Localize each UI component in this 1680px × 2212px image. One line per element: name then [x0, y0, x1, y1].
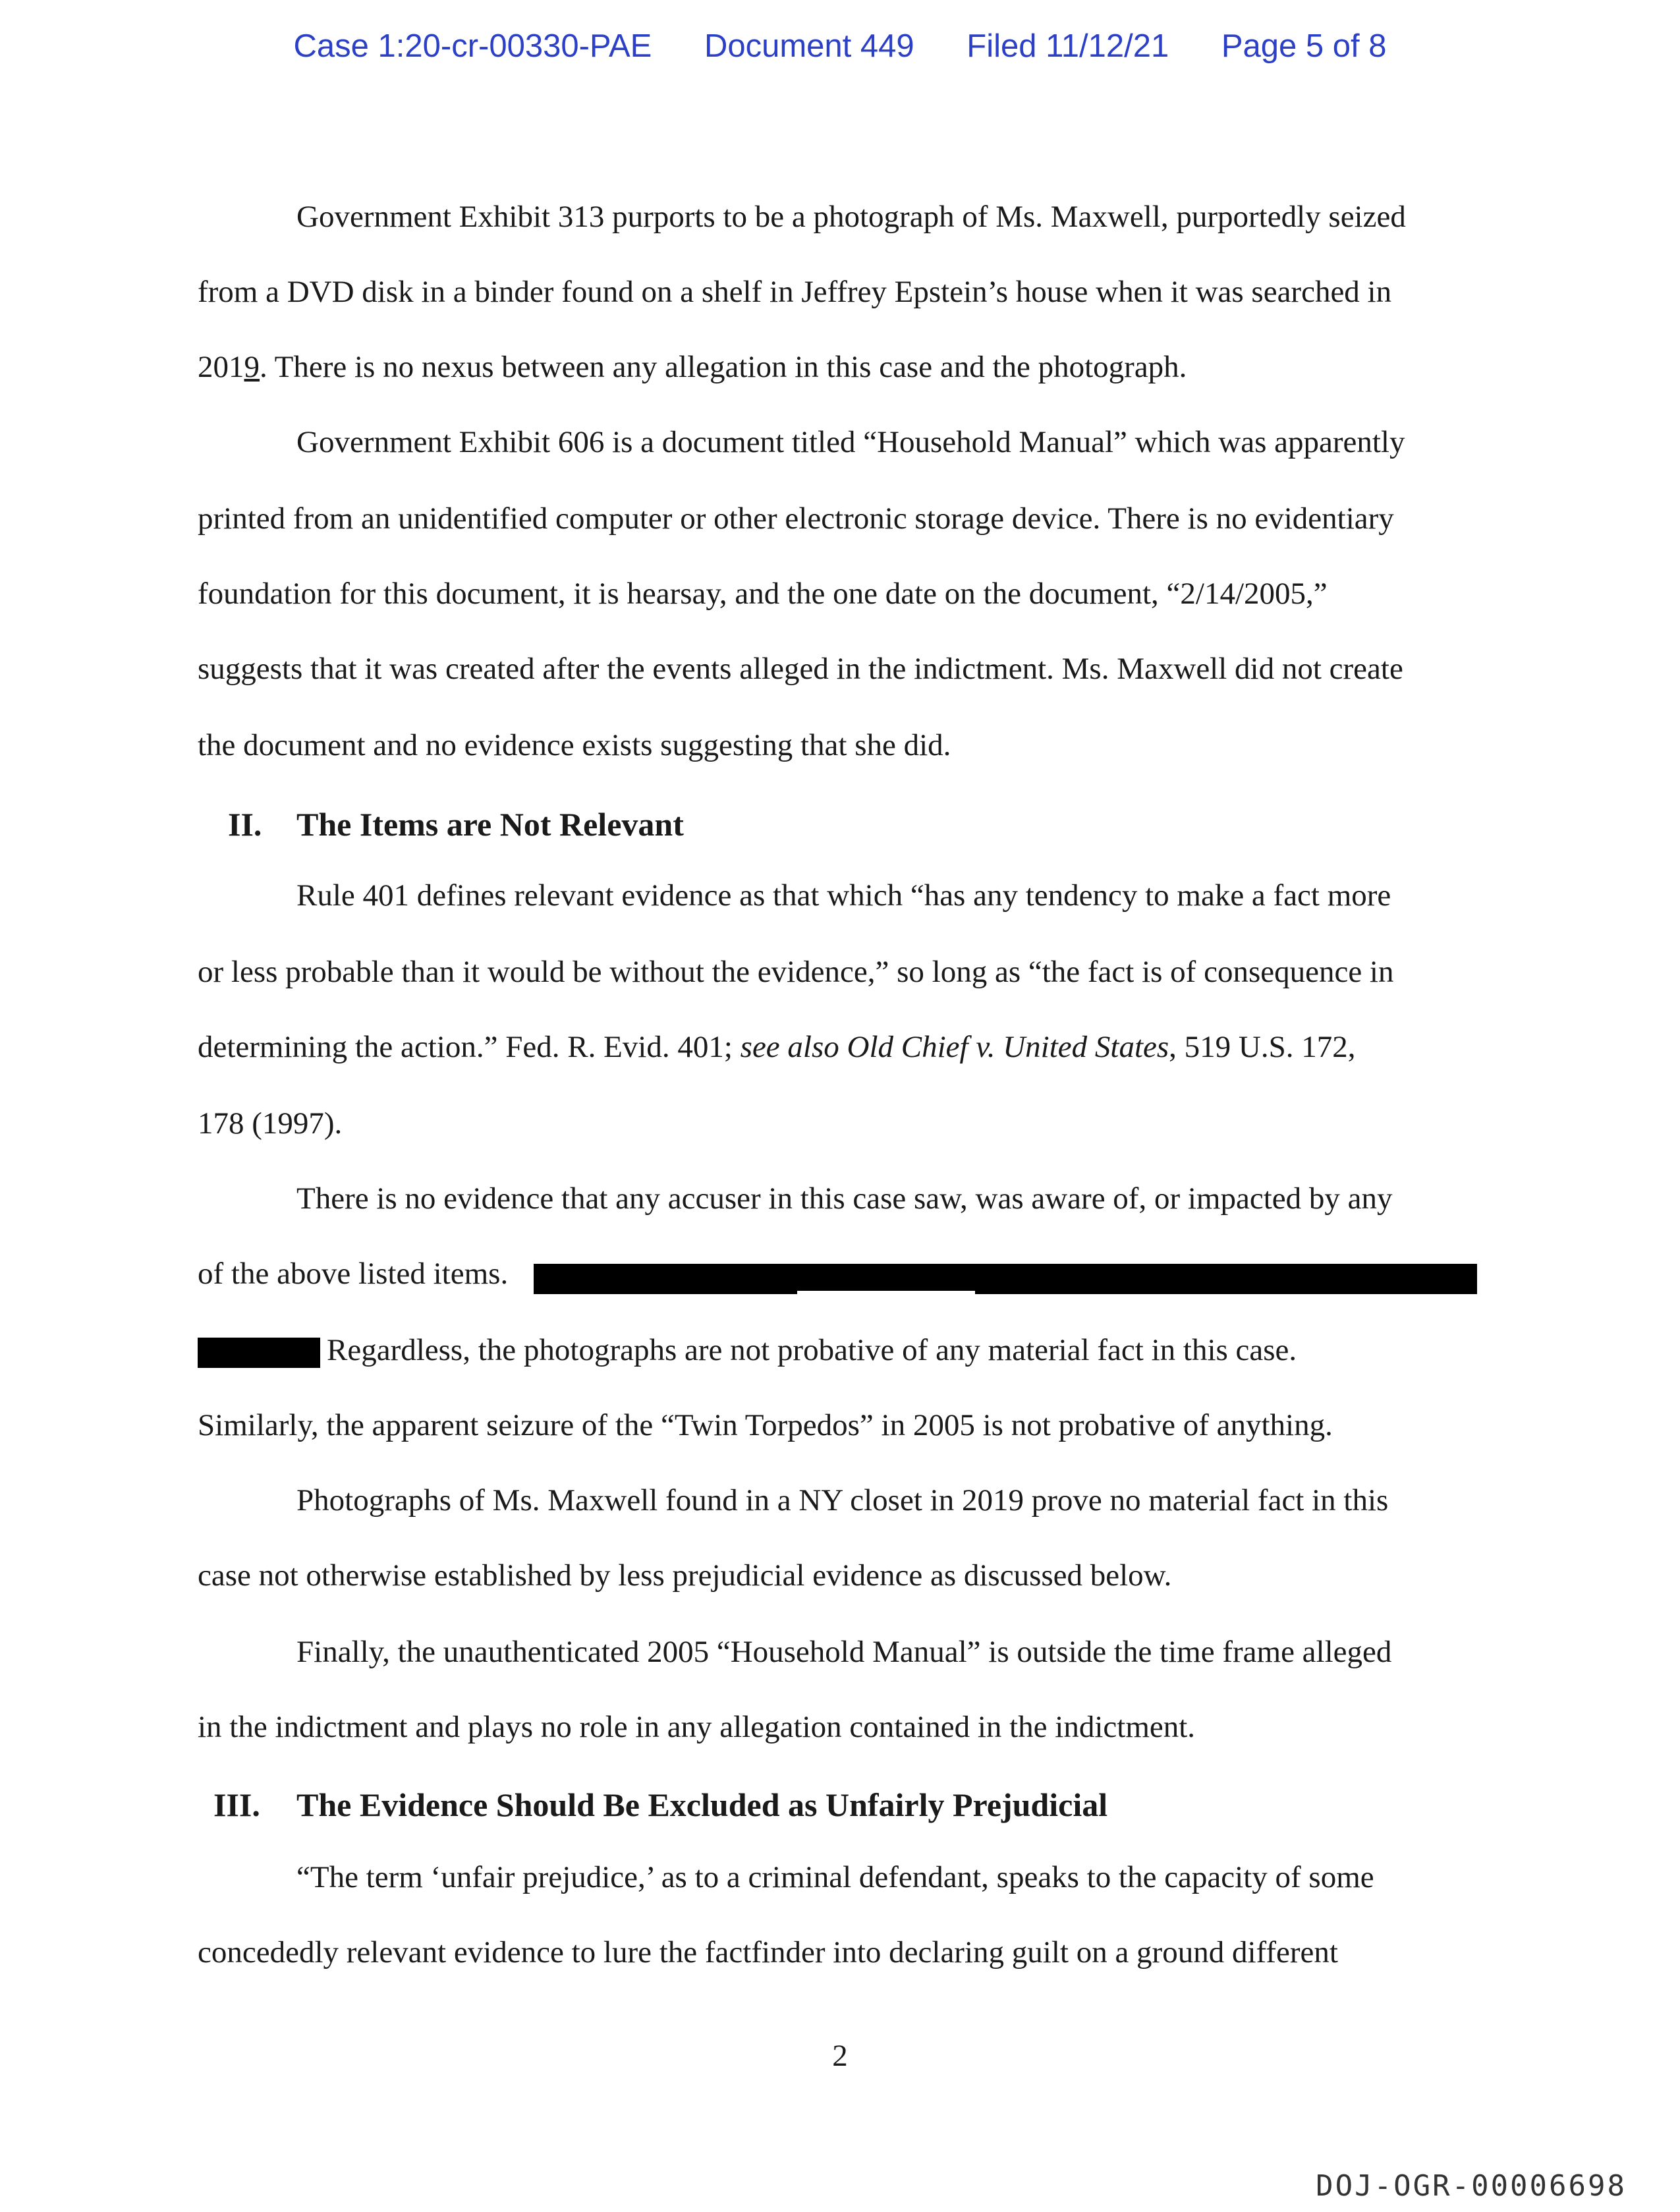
filed-date: Filed 11/12/21: [966, 28, 1169, 64]
paragraph-3-line-2: or less probable than it would be without the evidence,” so long as “the fact is of consequence in: [198, 955, 1394, 989]
paragraph-4-line-2: of the above listed items.: [198, 1257, 509, 1291]
paragraph-1-line-2: from a DVD disk in a binder found on a shelf in Jeffrey Epstein’s house when it was searched in: [198, 275, 1392, 309]
citation-lead: determining the action.” Fed. R. Evid. 401;: [198, 1030, 741, 1064]
paragraph-6-line-2: in the indictment and plays no role in any allegation contained in the indictment.: [198, 1710, 1196, 1744]
year-corrected-digit: 9: [244, 350, 260, 384]
redaction-gap: [797, 1291, 975, 1294]
section-heading-ii-title: The Items are Not Relevant: [296, 806, 684, 843]
case-number: Case 1:20-cr-00330-PAE: [293, 28, 652, 64]
paragraph-2-line-1: Government Exhibit 606 is a document titled “Household Manual” which was apparently: [296, 425, 1405, 459]
paragraph-2-line-3: foundation for this document, it is hearsay, and the one date on the document, “2/14/2005,”: [198, 577, 1328, 611]
year-suffix-text: . There is no nexus between any allegation in this case and the photograph.: [260, 350, 1187, 384]
paragraph-3-line-4: 178 (1997).: [198, 1106, 343, 1141]
paragraph-3-line-1: Rule 401 defines relevant evidence as that which “has any tendency to make a fact more: [296, 878, 1391, 913]
paragraph-2-line-4: suggests that it was created after the events alleged in the indictment. Ms. Maxwell did not create: [198, 652, 1403, 686]
redaction-bar: [198, 1338, 320, 1368]
paragraph-4-line-3: Regardless, the photographs are not probative of any material fact in this case.: [327, 1333, 1297, 1367]
paragraph-4-line-4: Similarly, the apparent seizure of the “Twin Torpedos” in 2005 is not probative of anything.: [198, 1408, 1333, 1442]
section-heading-ii-number: II.: [228, 806, 262, 843]
section-heading-iii-number: III.: [213, 1786, 260, 1823]
redaction-bar: [534, 1264, 1477, 1294]
page-number: 2: [832, 2039, 848, 2073]
page-indicator: Page 5 of 8: [1221, 28, 1387, 64]
paragraph-7-line-1: “The term ‘unfair prejudice,’ as to a criminal defendant, speaks to the capacity of some: [296, 1860, 1374, 1894]
citation-reporter: , 519 U.S. 172,: [1169, 1030, 1356, 1064]
paragraph-1-line-1: Government Exhibit 313 purports to be a photograph of Ms. Maxwell, purportedly seized: [296, 200, 1406, 234]
paragraph-5-line-2: case not otherwise established by less prejudicial evidence as discussed below.: [198, 1558, 1172, 1593]
year-prefix: 201: [198, 350, 244, 384]
case-citation: see also Old Chief v. United States: [740, 1030, 1169, 1064]
paragraph-4-line-1: There is no evidence that any accuser in this case saw, was aware of, or impacted by any: [296, 1181, 1393, 1216]
section-heading-iii-title: The Evidence Should Be Excluded as Unfairly Prejudicial: [296, 1786, 1108, 1823]
document-number: Document 449: [704, 28, 914, 64]
paragraph-3-line-3: [198, 1029, 1484, 1065]
paragraph-2-line-5: the document and no evidence exists suggesting that she did.: [198, 728, 951, 762]
bates-number: DOJ-OGR-00006698: [1316, 2169, 1627, 2203]
filing-header: [0, 28, 1680, 65]
paragraph-7-line-2: concededly relevant evidence to lure the factfinder into declaring guilt on a ground different: [198, 1935, 1338, 1970]
paragraph-1-line-3: [198, 349, 1484, 385]
paragraph-5-line-1: Photographs of Ms. Maxwell found in a NY closet in 2019 prove no material fact in this: [296, 1483, 1389, 1517]
paragraph-2-line-2: printed from an unidentified computer or other electronic storage device. There is no evidentiary: [198, 501, 1394, 536]
paragraph-6-line-1: Finally, the unauthenticated 2005 “Household Manual” is outside the time frame alleged: [296, 1635, 1392, 1669]
